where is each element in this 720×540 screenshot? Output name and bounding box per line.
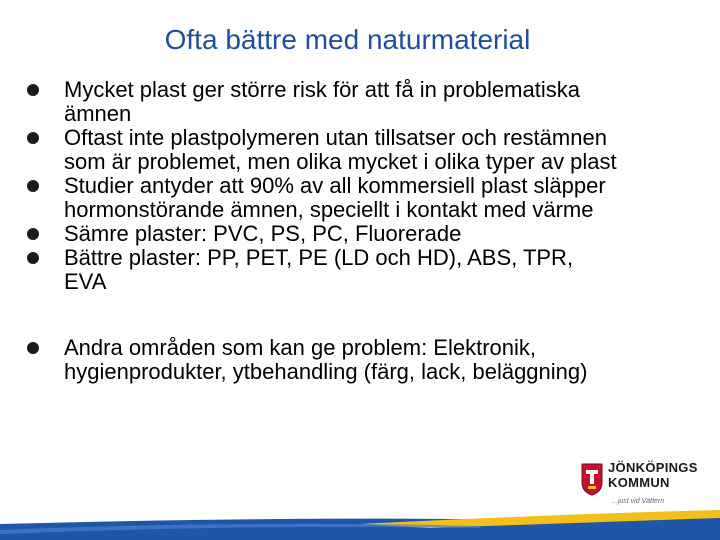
jonkoping-logo	[578, 458, 718, 514]
bullet-item	[26, 78, 676, 126]
bullet-line: hygienprodukter, ytbehandling (färg, lack, beläggning)	[64, 359, 588, 384]
bullet-list	[26, 78, 676, 384]
bullet-line: Bättre plaster: PP, PET, PE (LD och HD), ABS, TPR,	[64, 245, 574, 270]
bullet-dot-icon	[27, 180, 39, 192]
bullet-item	[26, 246, 676, 294]
bullet-line: Mycket plast ger större risk för att få in problematiska	[64, 77, 580, 102]
footer-wave-decoration	[0, 510, 720, 540]
bullet-item	[26, 126, 676, 174]
bullet-dot-icon	[27, 132, 39, 144]
bullet-line: som är problemet, men olika mycket i olika typer av plast	[64, 149, 617, 174]
bullet-dot-icon	[27, 252, 39, 264]
bullet-line: Studier antyder att 90% av all kommersiell plast släpper	[64, 173, 606, 198]
slide-title: Ofta bättre med naturmaterial	[164, 24, 531, 55]
bullet-dot-icon	[27, 342, 39, 354]
bullet-line: Oftast inte plastpolymeren utan tillsatser och restämnen	[64, 125, 607, 150]
bullet-line: Andra områden som kan ge problem: Elektronik,	[64, 335, 537, 360]
municipal-crest-icon	[580, 462, 604, 496]
bullet-dot-icon	[27, 84, 39, 96]
logo-line-1: JÖNKÖPINGS	[608, 460, 698, 475]
bullet-line: Sämre plaster: PVC, PS, PC, Fluorerade	[64, 221, 462, 246]
bullet-item	[26, 174, 676, 222]
logo-tagline: ...just vid Vättern	[612, 498, 665, 505]
bullet-line: ämnen	[64, 101, 132, 126]
bullet-line: EVA	[64, 269, 107, 294]
bullet-item	[26, 336, 676, 384]
logo-line-2: KOMMUN	[608, 475, 670, 490]
logo-wordmark	[608, 460, 698, 490]
bullet-item	[26, 222, 676, 246]
bullet-dot-icon	[27, 228, 39, 240]
bullet-line: hormonstörande ämnen, speciellt i kontakt med värme	[64, 197, 594, 222]
